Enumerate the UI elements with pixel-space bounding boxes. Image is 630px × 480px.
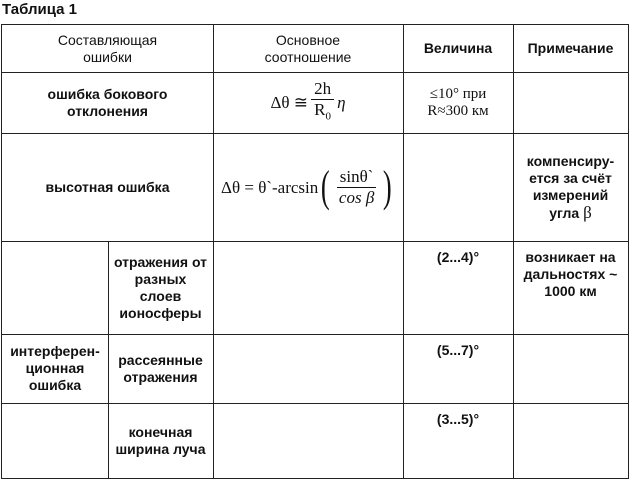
right-paren: ) xyxy=(383,162,393,211)
error-table xyxy=(1,24,629,479)
fraction: $\frac{2h}{R_0}$ xyxy=(311,79,334,126)
row-sub1-note: возникает на дальностях ~ 1000 км xyxy=(523,249,618,299)
row-lateral-formula xyxy=(213,72,403,133)
row-sub2-value: (5...7)° xyxy=(436,342,480,358)
left-paren: ( xyxy=(321,162,330,211)
row-height-formula xyxy=(213,133,403,241)
formula-lateral: Δθ ≅ $\frac{2h}{R_0}$ η xyxy=(270,79,345,126)
table-caption: Таблица 1 xyxy=(2,1,78,18)
row-lateral-note xyxy=(513,72,628,133)
formula-height: Δθ = θ`-arcsin ( $\frac{\sin\theta`}{\text{cos β}}$ ) xyxy=(221,162,393,211)
row-sub1-value: (2...4)° xyxy=(436,249,480,265)
row-height-note: компенсиру-ется за счёт измерений угла β xyxy=(526,152,615,222)
row-height-value xyxy=(403,133,513,241)
header-note: Примечание xyxy=(527,40,614,56)
header-component: Составляющая ошибки xyxy=(57,31,158,65)
row-interference-label: интерферен-ционная ошибка xyxy=(10,343,100,393)
row-sub1-label: отражения от разных слоев ионосферы xyxy=(113,253,208,321)
header-value: Величина xyxy=(423,40,493,56)
row-divider xyxy=(2,403,108,404)
row-lateral-value: ≤10° при R≈300 км xyxy=(427,85,489,119)
row-sub3-value: (3...5)° xyxy=(436,411,480,427)
fraction: $\frac{\sin\theta`}{\text{cos β}}$ xyxy=(336,167,377,208)
row-lateral-label: ошибка бокового отклонения xyxy=(47,85,168,119)
row-sub2-label: рассеянные отражения xyxy=(118,351,203,385)
row-height-label: высотная ошибка xyxy=(45,178,170,195)
header-relation: Основное соотношение xyxy=(264,31,352,65)
row-sub3-label: конечная ширина луча xyxy=(115,423,206,457)
